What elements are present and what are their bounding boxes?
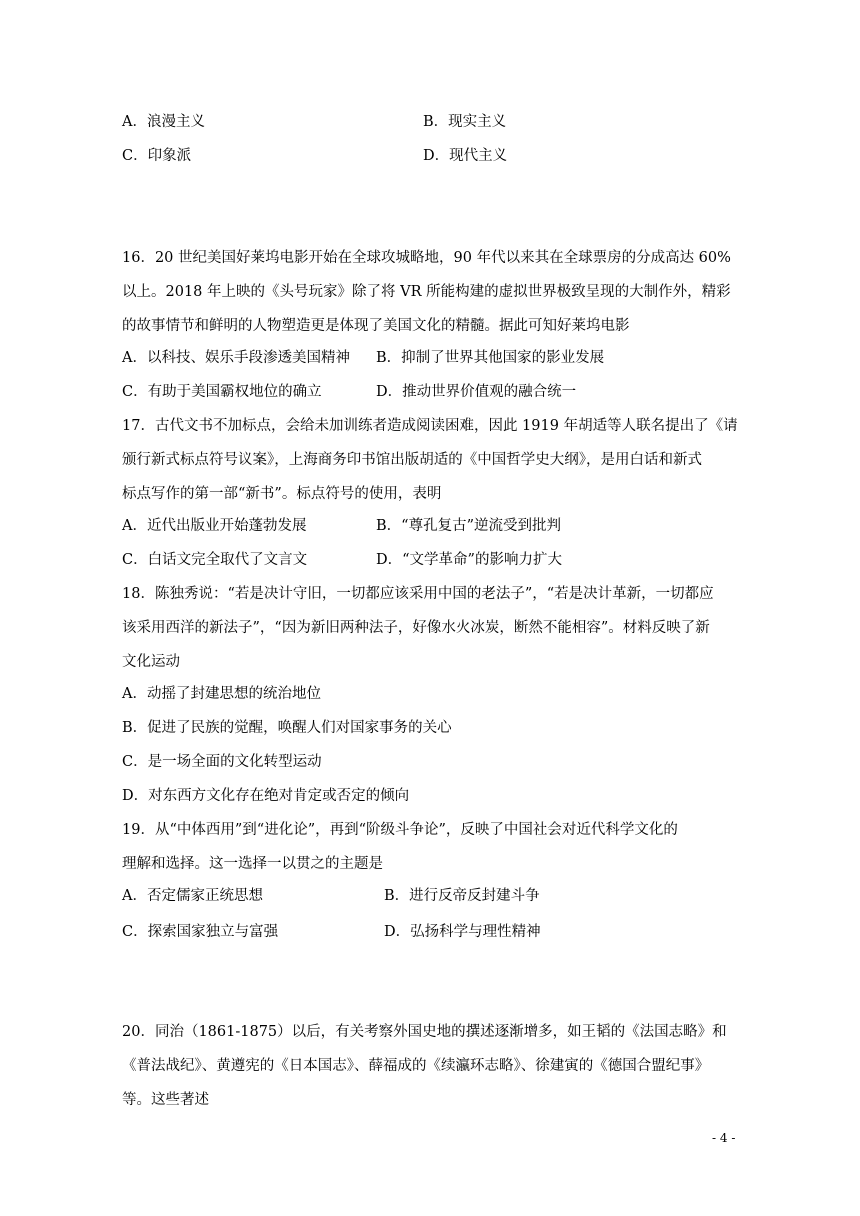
page-number: - 4 - [712, 1131, 736, 1145]
q20-stem-line2: 《普法战纪》、黄遵宪的《日本国志》、薛福成的《续瀛环志略》、徐建寅的《德国合盟纪事》 [122, 1058, 710, 1074]
q15-option-d: D．现代主义 [423, 148, 508, 164]
q16-option-b: B．抑制了世界其他国家的影业发展 [376, 350, 605, 366]
q17-option-a: A．近代出版业开始蓬勃发展 [122, 518, 307, 534]
q15-option-a: A．浪漫主义 [122, 114, 205, 130]
q19-option-c: C．探索国家独立与富强 [122, 924, 279, 940]
q17-option-d: D．“文学革命”的影响力扩大 [376, 552, 562, 568]
q20-stem-line1: 20．同治（1861-1875）以后，有关考察外国史地的撰述逐渐增多，如王韬的《法国志略》和 [122, 1024, 727, 1040]
q18-stem-line3: 文化运动 [122, 654, 180, 670]
q16-stem-line2: 以上。2018 年上映的《头号玩家》除了将 VR 所能构建的虚拟世界极致呈现的大制作外，精彩 [122, 284, 731, 300]
q15-option-b: B．现实主义 [423, 114, 507, 130]
q18-stem-line2: 该采用西洋的新法子”，“因为新旧两种法子，好像水火冰炭，断然不能相容”。材料反映了新 [122, 620, 710, 636]
q16-stem-line1: 16．20 世纪美国好莱坞电影开始在全球攻城略地，90 年代以来其在全球票房的分成高达 60% [122, 250, 731, 266]
q18-stem-line1: 18．陈独秀说：“若是决计守旧，一切都应该采用中国的老法子”，“若是决计革新，一切都应 [122, 586, 714, 602]
q19-option-d: D．弘扬科学与理性精神 [384, 924, 541, 940]
q18-option-d: D．对东西方文化存在绝对肯定或否定的倾向 [122, 788, 410, 804]
q19-option-b: B．进行反帝反封建斗争 [384, 888, 540, 904]
q17-option-b: B．“尊孔复古”逆流受到批判 [376, 518, 561, 534]
q17-option-c: C．白话文完全取代了文言文 [122, 552, 308, 568]
q16-option-d: D．推动世界价值观的融合统一 [376, 384, 577, 400]
q16-stem-line3: 的故事情节和鲜明的人物塑造更是体现了美国文化的精髓。据此可知好莱坞电影 [122, 318, 630, 334]
q19-stem-line1: 19．从“中体西用”到“进化论”，再到“阶级斗争论”，反映了中国社会对近代科学文化的 [122, 822, 678, 838]
q17-stem-line3: 标点写作的第一部“新书”。标点符号的使用，表明 [122, 486, 442, 502]
q17-stem-line2: 颁行新式标点符号议案》，上海商务印书馆出版胡适的《中国哲学史大纲》，是用白话和新式 [122, 452, 702, 468]
q18-option-a: A．动摇了封建思想的统治地位 [122, 686, 321, 702]
q17-stem-line1: 17．古代文书不加标点，会给未加训练者造成阅读困难，因此 1919 年胡适等人联名提出了《请 [122, 418, 738, 434]
q15-option-c: C．印象派 [122, 148, 192, 164]
q18-option-b: B．促进了民族的觉醒，唤醒人们对国家事务的关心 [122, 720, 452, 736]
q16-option-c: C．有助于美国霸权地位的确立 [122, 384, 322, 400]
q20-stem-line3: 等。这些著述 [122, 1092, 209, 1108]
q16-option-a: A．以科技、娱乐手段渗透美国精神 [122, 350, 350, 366]
q18-option-c: C．是一场全面的文化转型运动 [122, 754, 322, 770]
q19-option-a: A．否定儒家正统思想 [122, 888, 263, 904]
q19-stem-line2: 理解和选择。这一选择一以贯之的主题是 [122, 856, 383, 872]
